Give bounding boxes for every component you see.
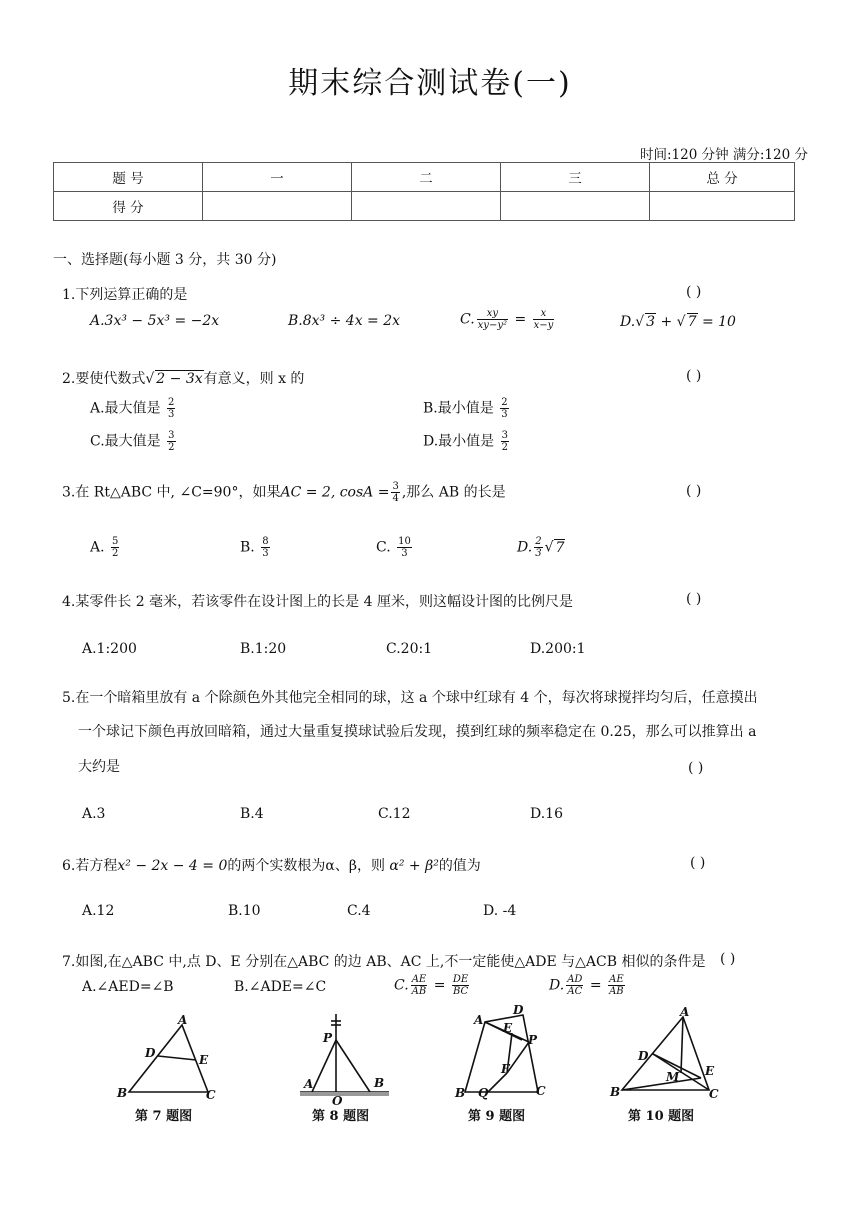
frac-den: 3	[535, 548, 542, 559]
q3-option-c-label: C.	[376, 539, 391, 556]
q1-option-d-rhs: = 10	[701, 314, 736, 330]
fig7-label-b: B	[117, 1086, 128, 1100]
q7-answer-paren[interactable]: ( )	[720, 951, 736, 967]
q3-option-a-label: A.	[90, 539, 105, 556]
radicand: 7	[687, 314, 697, 330]
q7-option-d: D. $\frac{AD}{AC}$ = $\frac{AE}{AB}$	[549, 974, 624, 997]
q5-answer-paren[interactable]: ( )	[688, 760, 704, 776]
figure-10-caption: 第 10 题图	[628, 1109, 695, 1124]
fig8-label-o: O	[332, 1094, 343, 1108]
frac-den: AC	[567, 986, 583, 997]
frac-num: AE	[411, 974, 427, 985]
q6-answer-paren[interactable]: ( )	[690, 855, 706, 871]
figure-7	[116, 1013, 216, 1102]
frac-den: 3	[401, 548, 408, 559]
q6-stem-b: 的两个实数根为α、β，则	[227, 858, 385, 874]
fig10-label-a: A	[680, 1005, 690, 1019]
q4-stem: 4.某零件长 2 毫米，若该零件在设计图上的长是 4 厘米，则这幅设计图的比例尺是	[62, 594, 573, 610]
score-header-cell: 三	[501, 163, 650, 192]
figure-8-caption: 第 8 题图	[312, 1109, 370, 1124]
frac-den: AB	[411, 986, 427, 997]
figure-9	[454, 1003, 546, 1100]
frac-num: 10	[398, 536, 411, 547]
fig8-cable-right	[336, 1040, 370, 1092]
q2-option-d-label: D.最小值是	[423, 433, 495, 450]
q7-option-c: C. $\frac{AE}{AB}$ = $\frac{DE}{BC}$	[394, 974, 469, 997]
q2-option-b-label: B.最小值是	[423, 400, 494, 417]
q5-option-b: B.4	[240, 806, 264, 822]
fig10-label-b: B	[610, 1085, 621, 1099]
q3-option-b-label: B.	[240, 539, 255, 556]
q4-option-b: B.1:20	[240, 641, 287, 657]
q3-option-d: D. $\frac{2}{3}$ √ 7	[517, 536, 565, 559]
q5-line-2: 一个球记下颜色再放回暗箱，通过大量重复摸球试验后发现，摸到红球的频率稳定在 0.25，那么可以推算出 a	[78, 724, 757, 740]
figure-8	[300, 1014, 389, 1108]
frac-num: 2	[501, 397, 508, 408]
frac-den: 2	[501, 442, 509, 453]
frac-num: 2	[168, 397, 175, 408]
frac-num: 5	[112, 536, 119, 547]
q1-option-a: A.3x³ − 5x³ = −2x	[90, 313, 220, 329]
radicand: 3	[646, 314, 656, 330]
radicand: 2 − 3x	[156, 371, 203, 387]
q7-option-a: A.∠AED=∠B	[82, 979, 174, 995]
fig9-label-f: F	[501, 1062, 510, 1076]
q7-option-d-label: D.	[549, 977, 565, 994]
q4-option-c: C.20:1	[386, 641, 433, 657]
q2-stem-a: 2.要使代数式	[62, 371, 146, 387]
q1-option-d-prefix: D.	[620, 314, 636, 330]
q1-option-b: B.8x³ ÷ 4x = 2x	[288, 313, 401, 329]
fig10-label-m: M	[666, 1070, 680, 1084]
fig8-ground-hatch	[300, 1092, 389, 1096]
q7-option-b: B.∠ADE=∠C	[234, 979, 327, 995]
q5-option-d: D.16	[530, 806, 563, 822]
q6-option-b: B.10	[228, 903, 261, 919]
fig10-label-d: D	[638, 1049, 649, 1063]
frac-den: x−y	[533, 320, 554, 331]
frac-den: 3	[168, 409, 175, 420]
q6-option-a: A.12	[82, 903, 115, 919]
radicand: 7	[555, 539, 565, 556]
fig7-label-d: D	[145, 1046, 156, 1060]
fig8-label-a: A	[304, 1077, 314, 1091]
frac-den: xy−y²	[477, 320, 507, 331]
q1-option-d: D.√ 3 + √ 7 = 10	[620, 314, 736, 330]
q4-option-a: A.1:200	[82, 641, 137, 657]
score-header-cell: 总 分	[650, 163, 795, 192]
fig9-label-c: C	[536, 1084, 546, 1098]
score-header-cell: 二	[352, 163, 501, 192]
fig8-cable-left	[312, 1040, 336, 1092]
figure-10	[609, 1005, 719, 1101]
fig10-segment-am	[681, 1017, 683, 1073]
fig9-label-a: A	[474, 1013, 484, 1027]
q5-option-c: C.12	[378, 806, 411, 822]
q6-equation: x² − 2x − 4 = 0	[117, 858, 228, 874]
q3-stem-a: 3.在 Rt△ABC 中, ∠C=90°，如果	[62, 484, 281, 501]
q3-answer-paren[interactable]: ( )	[686, 483, 702, 499]
fig9-label-b: B	[455, 1086, 466, 1100]
score-row-label: 得 分	[54, 192, 203, 221]
fig7-segment-de	[158, 1056, 196, 1060]
figure-7-caption: 第 7 题图	[135, 1109, 193, 1124]
frac-num: x	[533, 308, 555, 320]
q2-option-c-label: C.最大值是	[90, 433, 161, 450]
q2-stem-b: 有意义，则 x 的	[203, 371, 305, 387]
fig9-label-d: D	[513, 1003, 524, 1017]
frac-num: AD	[567, 974, 583, 985]
frac-num: 2	[535, 536, 542, 547]
q6-stem-c: 的值为	[438, 858, 481, 874]
q3-stem-math: AC = 2, cosA =	[280, 484, 390, 501]
q3-stem-b: ,那么 AB 的长是	[401, 484, 506, 501]
q4-option-d: D.200:1	[530, 641, 586, 657]
fig9-label-e: E	[503, 1021, 513, 1035]
q6-option-c: C.4	[347, 903, 371, 919]
q6-stem-a: 6.若方程	[62, 858, 118, 874]
q5-option-a: A.3	[82, 806, 106, 822]
q1-answer-paren[interactable]: ( )	[686, 284, 702, 300]
fig8-label-p: P	[323, 1031, 333, 1045]
frac-num: xy	[477, 308, 508, 320]
q2-answer-paren[interactable]: ( )	[686, 368, 702, 384]
fig10-label-c: C	[709, 1087, 719, 1101]
frac-den: AB	[609, 986, 624, 997]
q5-line-3: 大约是	[78, 759, 120, 775]
page-title: 期末综合测试卷(一)	[288, 66, 572, 101]
fig10-segment-be	[622, 1078, 701, 1090]
q1-option-c: C. $\frac{xy}{\text{xy−y²}}$ = $\frac{x}{x-y}$	[460, 308, 554, 331]
frac-den: 4	[392, 493, 399, 504]
q7-stem: 7.如图,在△ABC 中,点 D、E 分别在△ABC 的边 AB、AC 上,不一定能使△ADE 与△ACB 相似的条件是	[62, 954, 706, 970]
fig9-label-p: P	[528, 1033, 538, 1047]
frac-den: 2	[168, 442, 175, 453]
figure-9-caption: 第 9 题图	[468, 1109, 526, 1124]
fig7-label-e: E	[199, 1053, 209, 1067]
q1-option-c-prefix: C.	[460, 311, 475, 328]
q3-option-d-label: D.	[517, 539, 533, 556]
frac-num: 3	[168, 430, 175, 441]
frac-num: 8	[262, 536, 269, 547]
q7-option-c-label: C.	[394, 977, 409, 994]
q2-stem: 2.要使代数式√ 2 − 3x有意义，则 x 的	[62, 371, 305, 387]
section-heading: 一、选择题(每小题 3 分，共 30 分)	[53, 252, 277, 268]
frac-num: AE	[609, 974, 624, 985]
frac-den: 3	[501, 409, 508, 420]
fig7-label-a: A	[178, 1013, 188, 1027]
fig7-label-c: C	[206, 1088, 216, 1102]
q5-line-1: 5.在一个暗箱里放有 a 个除颜色外其他完全相同的球，这 a 个球中红球有 4 个，每次将球搅拌均匀后，任意摸出	[62, 690, 758, 706]
score-header-cell: 题 号	[54, 163, 203, 192]
q6-option-d: D. -4	[483, 903, 517, 919]
frac-num: 3	[392, 481, 399, 492]
q4-answer-paren[interactable]: ( )	[686, 591, 702, 607]
frac-num: DE	[452, 974, 469, 985]
fig7-triangle	[129, 1025, 208, 1092]
frac-den: BC	[452, 986, 469, 997]
fig9-label-q: Q	[478, 1086, 489, 1100]
fig8-label-b: B	[374, 1076, 385, 1090]
frac-den: 2	[112, 548, 119, 559]
fig10-label-e: E	[705, 1064, 715, 1078]
frac-num: 3	[501, 430, 509, 441]
score-header-cell: 一	[203, 163, 352, 192]
q1-stem: 1.下列运算正确的是	[62, 287, 188, 303]
exam-meta: 时间:120 分钟 满分:120 分	[639, 147, 808, 163]
q6-expression: α² + β²	[389, 858, 439, 874]
frac-den: 3	[262, 548, 269, 559]
q2-option-a-label: A.最大值是	[90, 400, 161, 417]
